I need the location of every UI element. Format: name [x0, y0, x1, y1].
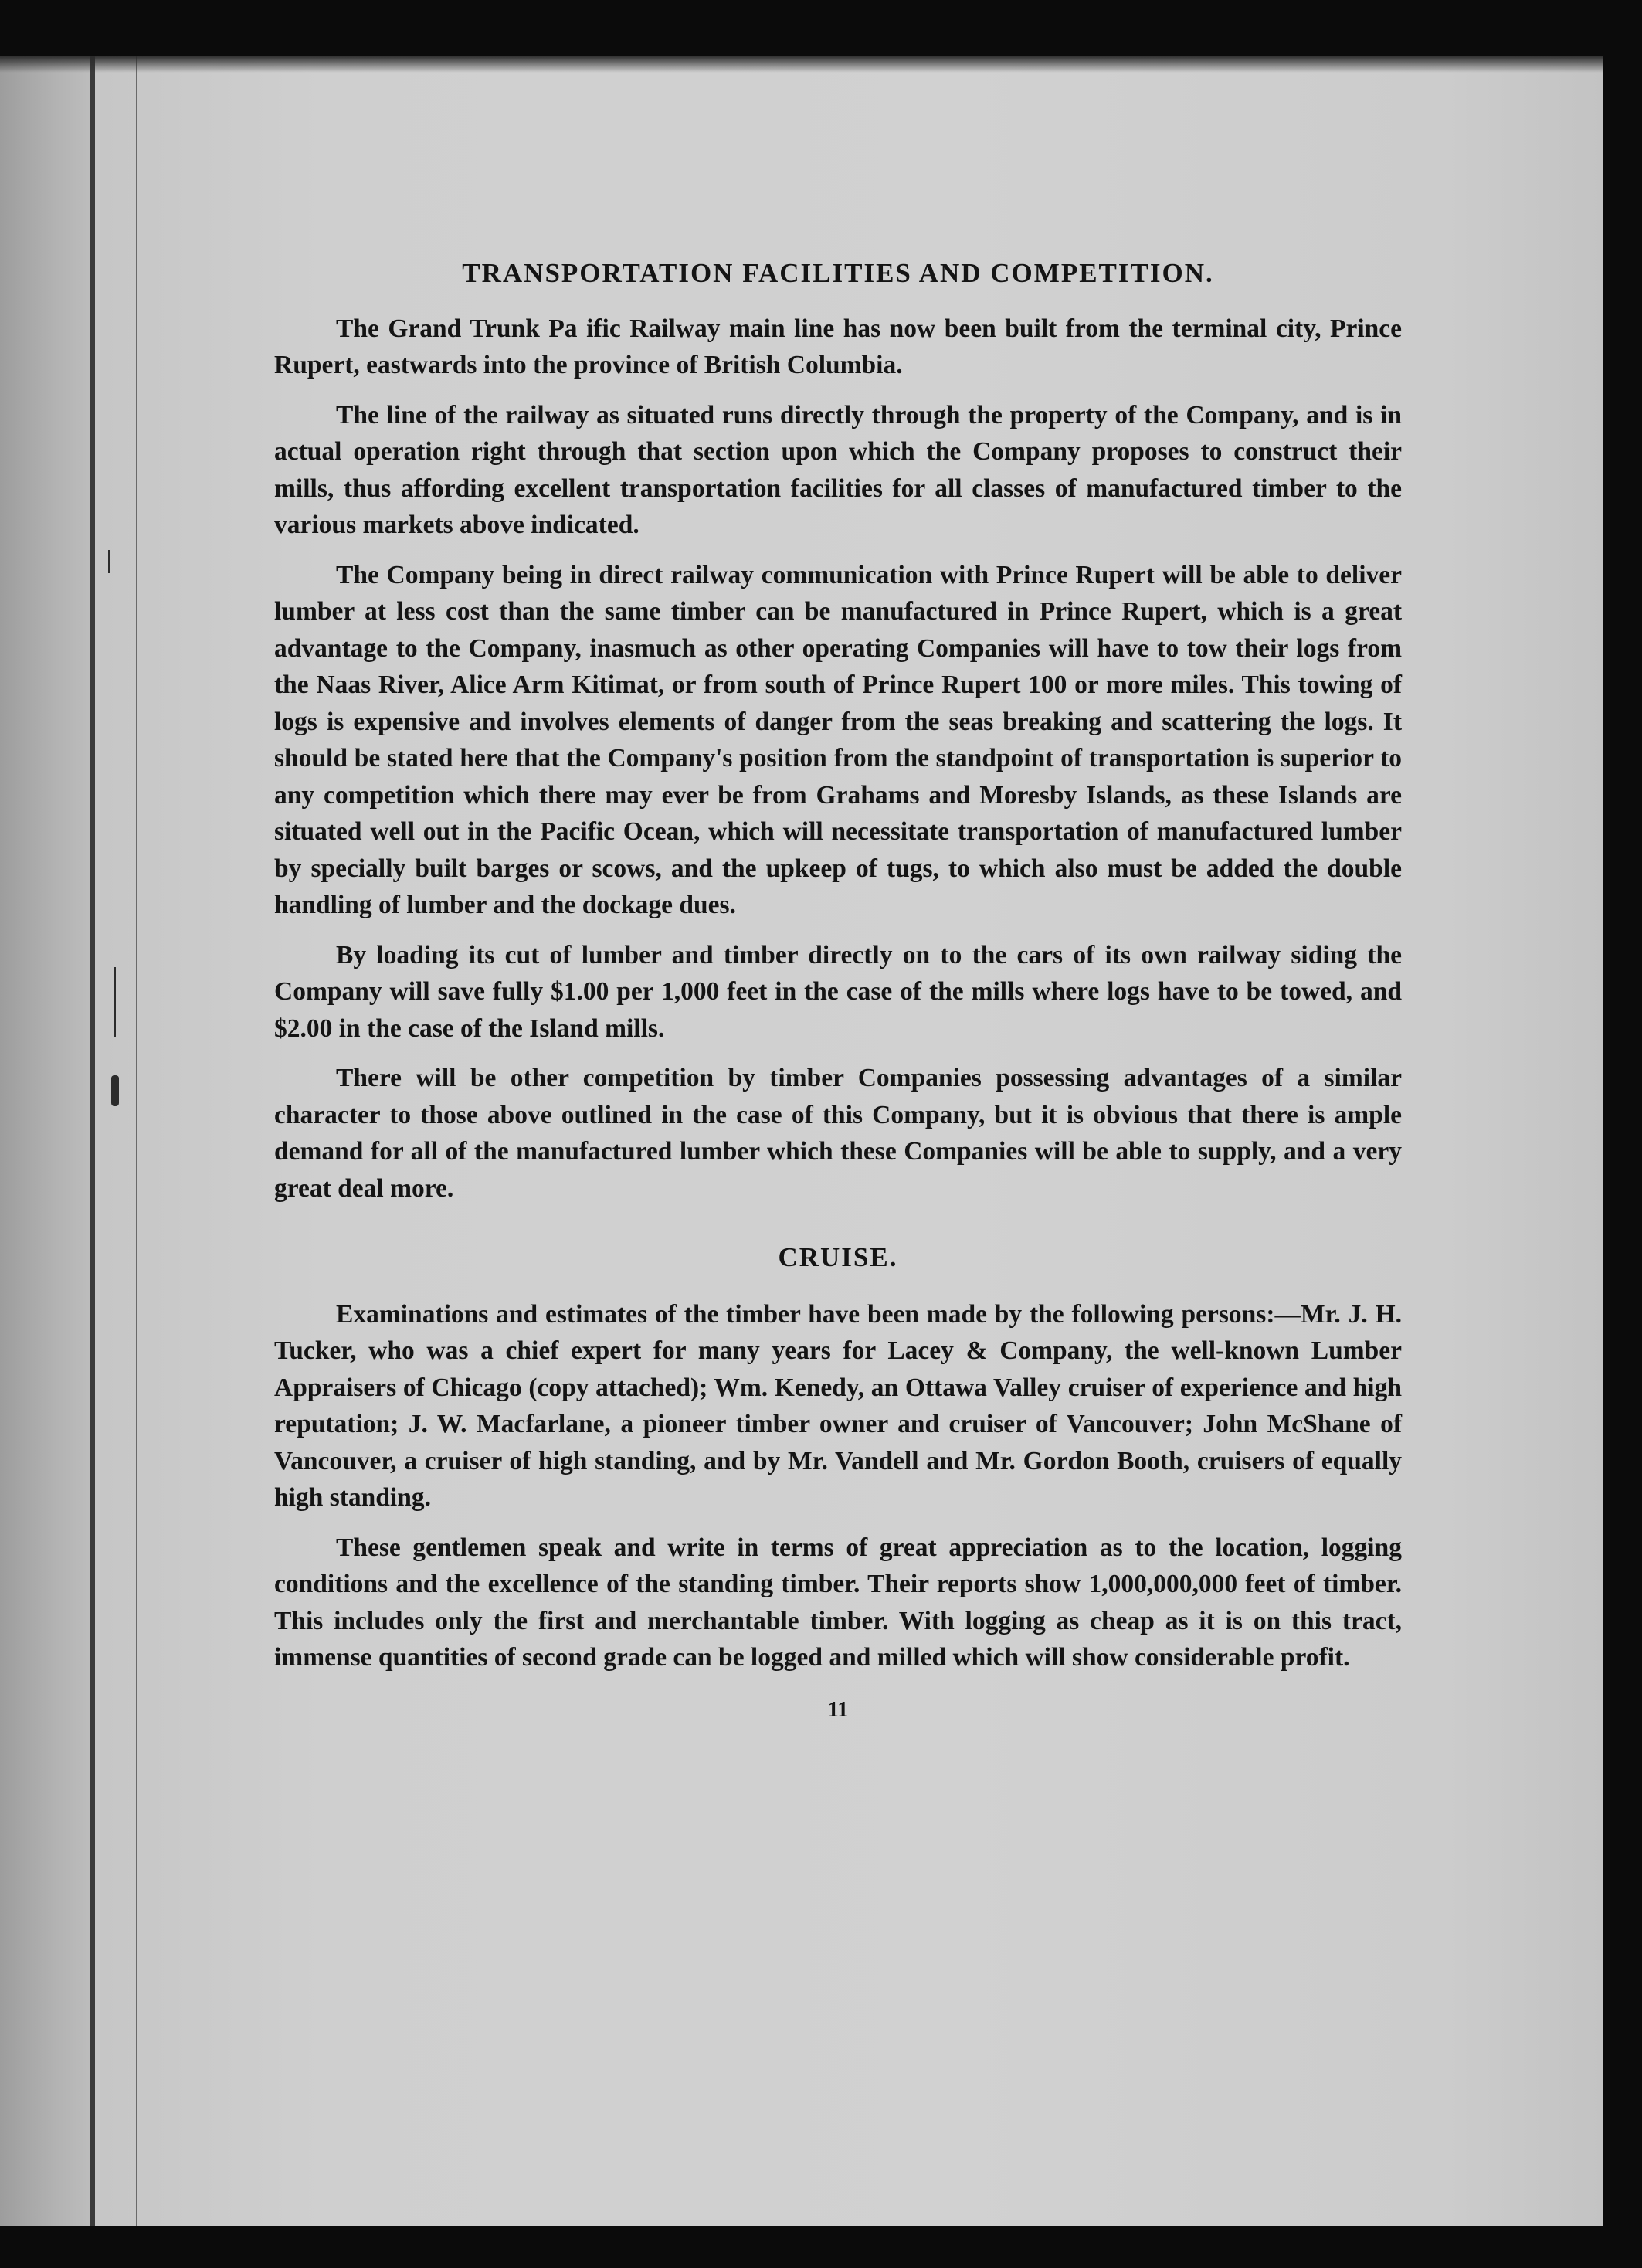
heading-transportation: TRANSPORTATION FACILITIES AND COMPETITION. [462, 258, 1214, 288]
document-text [274, 255, 1402, 1728]
paragraph: Examinations and estimates of the timber have been made by the following persons:—Mr. J. H. Tucker, who was a chief expert for many years for Lacey & Company, the well-known Lumber Appraisers of Chicago (copy attached); Wm. Kenedy, an Ottawa Valley cruiser of experience and high reputation; J. W. Macfarlane, a pioneer timber owner and cruiser of Vancouver; John McShane of Vancouver, a cruiser of high standing, and by Mr. Vandell and Mr. Gordon Booth, cruisers of equally high standing. [274, 1299, 1402, 1512]
paragraph: There will be other competition by timber Companies possessing advantages of a similar character to those above outlined in the case of this Company, but it is obvious that there is ample demand for all of the manufactured lumber which these Companies will be able to supply, and a very great deal more. [274, 1064, 1402, 1203]
margin-tick-mark [108, 550, 110, 573]
binding-edge-line [90, 56, 95, 2226]
paragraph: The Grand Trunk Pa ific Railway main line has now been built from the terminal city, Prince Rupert, eastwards into the province of British Columbia. [274, 314, 1402, 379]
page-number: 11 [827, 1697, 849, 1722]
paragraph: The Company being in direct railway communication with Prince Rupert will be able to deliver lumber at less cost than the same timber can be manufactured in Prince Rupert, which is a great advantage to the Company, inasmuch as other operating Companies will have to tow their logs from the Naas River, Alice Arm Kitimat, or from south of Prince Rupert 100 or more miles. This towing of logs is expensive and involves elements of danger from the seas breaking and scattering the logs. It should be stated here that the Company's position from the standpoint of transportation is superior to any competition which there may ever be from Grahams and Moresby Islands, as these Islands are situated well out in the Pacific Ocean, which will necessitate transportation of manufactured lumber by specially built barges or scows, and the upkeep of tugs, to which also must be added the double handling of lumber and the dockage dues. [274, 560, 1402, 919]
margin-tick-mark [111, 1075, 119, 1106]
top-edge-shadow [0, 56, 1603, 73]
paragraph: By loading its cut of lumber and timber directly on to the cars of its own railway siding the Company will save fully $1.00 per 1,000 feet in the case of the mills where logs have to be towed, and $2.00 in the case of the Island mills. [274, 940, 1402, 1043]
paragraph: These gentlemen speak and write in terms of great appreciation as to the location, logging conditions and the excellence of the standing timber. Their reports show 1,000,000,000 feet of timber. This includes only the first and merchantable timber. With logging as cheap as it is on this tract, immense quantities of second grade can be logged and milled which will show considerable profit. [274, 1533, 1402, 1672]
paragraph: The line of the railway as situated runs directly through the property of the Company, and is in actual operation right through that section upon which the Company proposes to construct their mills, thus affording excellent transportation facilities for all classes of manufactured timber to the various markets above indicated. [274, 400, 1402, 539]
margin-tick-mark [114, 967, 116, 1037]
binding-inner-line [136, 56, 137, 2226]
left-margin-shadow [0, 56, 91, 2226]
heading-cruise: CRUISE. [778, 1242, 898, 1272]
